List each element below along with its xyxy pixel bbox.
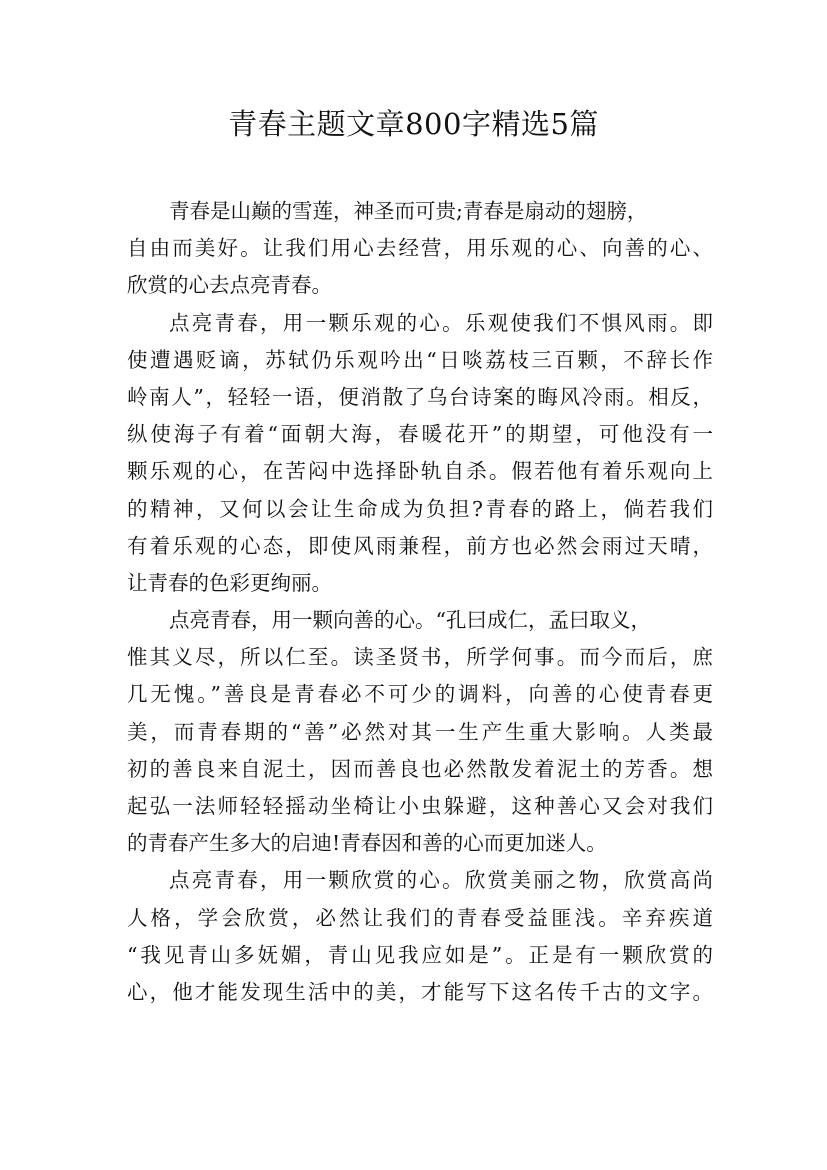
paragraph-line: 点亮青春，用一颗欣赏的心。欣赏美丽之物，欣赏高尚	[169, 868, 713, 893]
paragraph-line: 欣赏的心去点亮青春。	[127, 273, 332, 298]
paragraph-line: 心，他才能发现生活中的美，才能写下这名传千古的文字。	[127, 979, 713, 1004]
page-title: 青春主题文章800字精选5篇	[228, 107, 599, 141]
paragraph-line: 惟其义尽，所以仁至。读圣贤书，所学何事。而今而后，庶	[127, 645, 713, 670]
paragraph-line: 岭南人”，轻轻一语，便消散了乌台诗案的晦风冷雨。相反，	[127, 384, 713, 409]
paragraph-line: 使遭遇贬谪，苏轼仍乐观吟出“日啖荔枝三百颗，不辞长作	[127, 347, 713, 372]
article-body	[127, 193, 713, 1011]
paragraph-line: 美，而青春期的“善”必然对其一生产生重大影响。人类最	[127, 719, 713, 744]
paragraph-line: 自由而美好。让我们用心去经营，用乐观的心、向善的心、	[127, 236, 713, 261]
paragraph-line: 的青春产生多大的启迪!青春因和善的心而更加迷人。	[127, 831, 607, 856]
paragraph-line: 颗乐观的心，在苦闷中选择卧轨自杀。假若他有着乐观向上	[127, 459, 713, 484]
paragraph-line: 有着乐观的心态，即使风雨兼程，前方也必然会雨过天晴，	[127, 533, 713, 558]
paragraph-line: 初的善良来自泥土，因而善良也必然散发着泥土的芳香。想	[127, 756, 713, 781]
paragraph-line: 的精神，又何以会让生命成为负担?青春的路上，倘若我们	[127, 496, 713, 521]
paragraph-line: 起弘一法师轻轻摇动坐椅让小虫躲避，这种善心又会对我们	[127, 794, 713, 818]
paragraph-line: 青春是山巅的雪莲，神圣而可贵;青春是扇动的翅膀，	[169, 199, 648, 223]
paragraph-line: 纵使海子有着“面朝大海，春暖花开”的期望，可他没有一	[127, 422, 713, 447]
paragraph-line: “我见青山多妩媚，青山见我应如是”。正是有一颗欣赏的	[127, 942, 713, 967]
paragraph-line: 让青春的色彩更绚丽。	[127, 570, 332, 595]
paragraph-line: 人格，学会欣赏，必然让我们的青春受益匪浅。辛弃疾道	[127, 905, 713, 930]
paragraph-line: 点亮青春，用一颗乐观的心。乐观使我们不惧风雨。即	[169, 310, 713, 335]
paragraph-line: 点亮青春，用一颗向善的心。“孔曰成仁，孟曰取义，	[169, 608, 651, 633]
paragraph-line: 几无愧。”善良是青春必不可少的调料，向善的心使青春更	[127, 682, 713, 707]
